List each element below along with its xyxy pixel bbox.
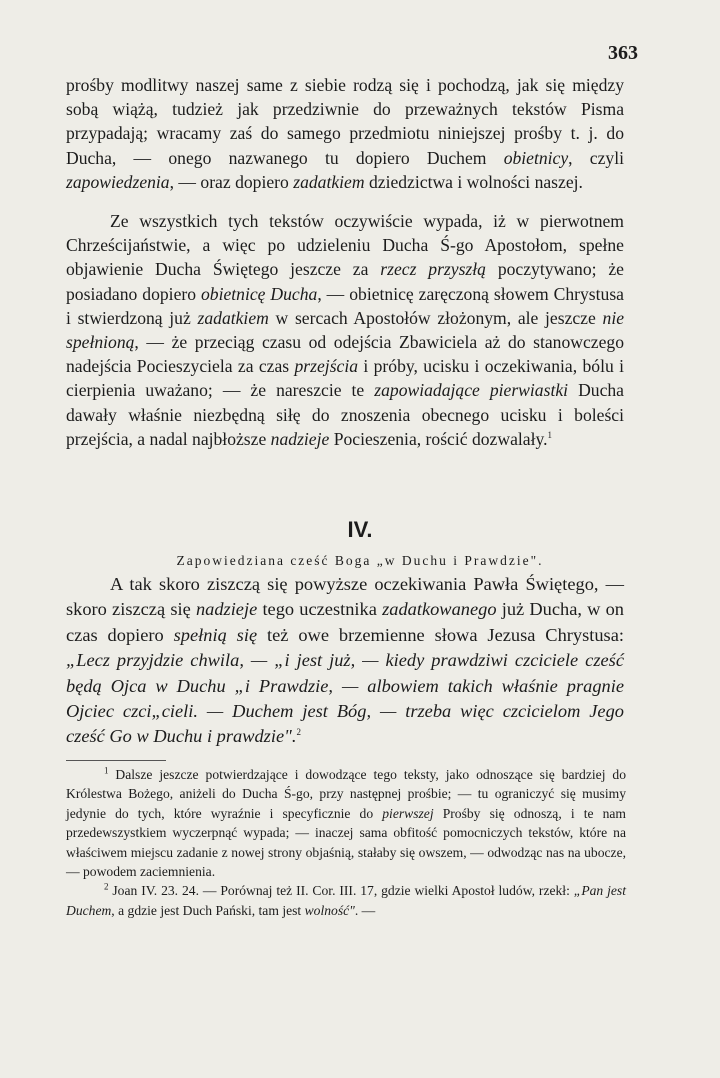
section-number: IV. xyxy=(347,517,373,542)
text-run: dziedzictwa i wolności naszej. xyxy=(364,171,583,192)
text-run: już Ducha, w on czas dopiero xyxy=(66,599,625,645)
italic-phrase: zapowiadające pierwiastki xyxy=(374,380,569,401)
text-run: poczytywano; że posiadano dopiero xyxy=(66,259,624,304)
text-run: Dalsze jeszcze potwierdzające i dowodzące tego teksty, jako odnoszące się bardziej do Królestwa Bożego, aniżeli do Ducha Ś-go, przy następnej prośbie; — tu ograniczyć się musimy jedynie do tych, które wyraźnie i specyficznie do xyxy=(66,767,626,821)
italic-phrase: zadatkiem xyxy=(293,171,365,192)
italic-phrase: „Pan jest Duchem xyxy=(66,883,626,918)
paragraph-2 xyxy=(66,209,624,451)
paragraph-3 xyxy=(66,572,624,750)
text-run: w sercach Apostołów złożonym, ale jeszcze xyxy=(268,307,603,328)
italic-phrase: nadzieje xyxy=(270,428,330,449)
footnotes xyxy=(66,765,626,920)
footnote-marker: 2 xyxy=(104,881,109,892)
italic-phrase: obietnicę Ducha xyxy=(200,283,318,304)
text-run: , czyli xyxy=(568,147,624,168)
paragraph-1 xyxy=(66,73,624,194)
paragraph-3-text xyxy=(66,572,624,750)
italic-phrase: zapowiedzenia xyxy=(66,171,170,192)
section-subtitle: Zapowiedziana cześć Boga „w Duchu i Prawdzie". xyxy=(176,553,544,568)
paragraph-2-text xyxy=(66,209,624,451)
text-run: prośby modlitwy naszej same z siebie rodzą się i pochodzą, jak się między sobą wiążą, tudzież jak przedziwnie do przeważnych tekstów Pisma przypadają; wracamy zaś do samego przedmiotu niniejszej prośby t. j. do Ducha, — onego nazwanego tu dopiero Duchem xyxy=(66,75,624,168)
italic-phrase: zadatkiem xyxy=(197,307,269,328)
text-run: , a gdzie jest Duch Pański, tam jest xyxy=(111,902,305,918)
text-run: , — oraz dopiero xyxy=(169,171,294,192)
text-run: Pocieszenia, rościć dozwalały. xyxy=(329,428,548,449)
text-run: tego uczestnika xyxy=(257,599,383,620)
footnote-marker: 2 xyxy=(296,727,301,738)
text-run: Prośby się odnoszą, i te nam przedewszystkiem wyczerpnąć wypada; — inaczej sama obfitość pomocniczych tekstów, które na właściwem miejscu zadanie z nowej strony objaśnią, stałaby się owszem, — odwodząc nas na ubocze, — powodem zaciemnienia. xyxy=(66,805,627,880)
page-number: 363 xyxy=(608,42,638,64)
text-run: Joan IV. 23. 24. — Porównaj też II. Cor. III. 17, gdzie wielki Apostoł ludów, rzekł: xyxy=(108,883,574,899)
italic-phrase: wolność" xyxy=(304,902,355,918)
footnote-2 xyxy=(66,881,626,920)
italic-phrase: rzecz przyszłą xyxy=(380,259,486,280)
text-run: A tak skoro ziszczą się powyższe oczekiwania Pawła Świętego, — skoro ziszczą się xyxy=(66,574,624,620)
footnote-marker: 1 xyxy=(104,765,109,776)
text-run: , — obietnicę zaręczoną słowem Chrystusa i stwierdzoną już xyxy=(66,283,624,328)
italic-phrase: spełnią się xyxy=(173,624,258,645)
italic-phrase: nie spełnioną xyxy=(66,307,625,353)
italic-phrase: obietnicy xyxy=(503,147,569,168)
text-run: Ze wszystkich tych tekstów oczywiście wypada, iż w pierwotnem Chrześcijaństwie, a więc po udzieleniu Ducha Ś-go Apostołom, spełne objawienie Ducha Świętego jeszcze za xyxy=(66,211,624,280)
text-run: . — xyxy=(354,902,376,918)
paragraph-1-text xyxy=(66,73,624,194)
italic-phrase: zadatkowanego xyxy=(382,599,497,620)
text-run: Ducha dawały właśnie niezbędną siłę do znoszenia obecnego ucisku i boleści przejścia, a nadal najbłoższe xyxy=(66,380,624,449)
italic-phrase: „Lecz przyjdzie chwila, — „i jest już, — kiedy prawdziwi czciciele cześć będą Ojca w Duchu „i Prawdzie, — albowiem takich właśnie pragnie Ojciec czci„cieli. — Duchem jest Bóg, — trzeba więc czcicielom Jego cześć Go w Duchu i prawdzie". xyxy=(66,650,624,747)
footnote-separator xyxy=(66,760,166,761)
text-run: też owe brzemienne słowa Jezusa Chrystusa: xyxy=(257,624,624,645)
footnote-1 xyxy=(66,765,626,881)
italic-phrase: nadzieje xyxy=(195,599,258,620)
text-run: , — że przeciąg czasu od odejścia Zbawiciela aż do stanowczego nadejścia Pocieszyciela za czas xyxy=(66,332,624,377)
text-run: i próby, ucisku i oczekiwania, bólu i cierpienia uważano; — że nareszcie te xyxy=(66,356,624,401)
italic-phrase: przejścia xyxy=(294,356,359,377)
italic-phrase: pierwszej xyxy=(382,805,434,821)
footnote-marker: 1 xyxy=(547,429,553,440)
